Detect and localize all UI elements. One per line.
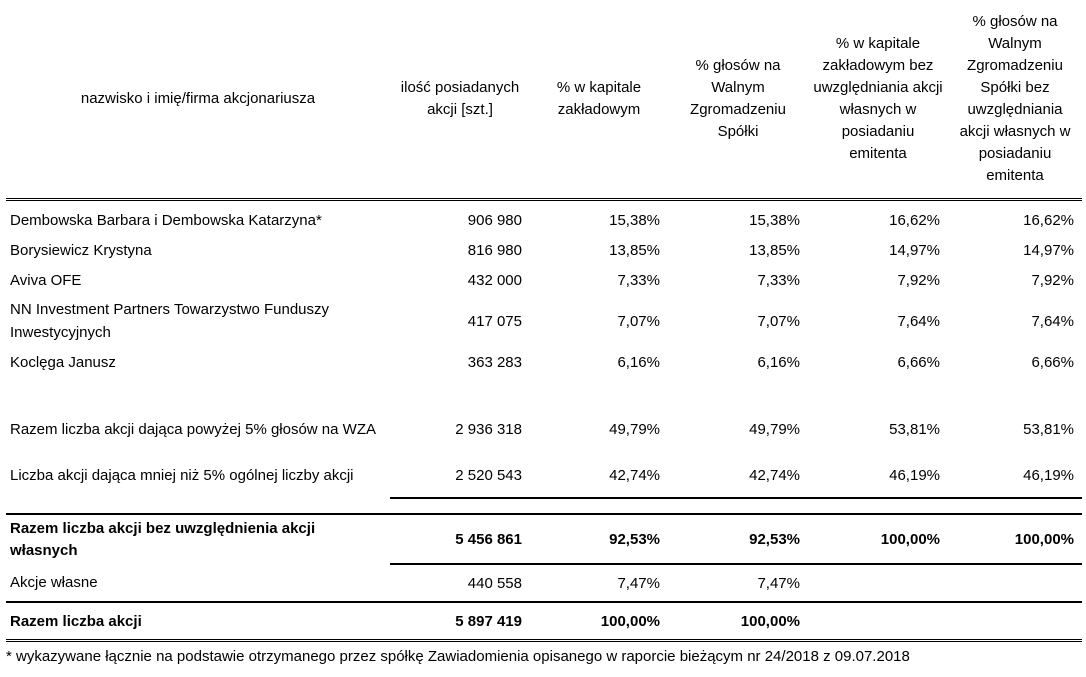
header-shares: ilość posiadanych akcji [szt.]: [400, 79, 520, 118]
row-pct-votes: 42,74%: [668, 453, 808, 498]
shareholder-pct-votes: 13,85%: [749, 241, 800, 259]
row-label: Razem liczba akcji bez uwzględnienia akcji własnych: [6, 514, 390, 564]
below-5-percent-row: [6, 453, 1082, 498]
header-pct-capital-excl: % w kapitale zakładowym bez uwzględniania akcji własnych w posiadaniu emitenta: [813, 35, 943, 162]
shareholder-shares: 816 980: [467, 241, 522, 259]
shareholder-name: Koclęga Janusz: [10, 353, 116, 371]
row-pct-capital: 100,00%: [530, 602, 668, 641]
row-pct-capital: 92,53%: [530, 514, 668, 564]
row-pct-capital-excl: 53,81%: [889, 420, 940, 438]
shareholders-table: [6, 0, 1082, 642]
table-header-row: [6, 0, 1082, 200]
row-pct-capital-excl: 100,00%: [808, 514, 948, 564]
shareholder-pct-capital: 7,33%: [617, 271, 660, 289]
shareholder-pct-votes: 6,16%: [757, 353, 800, 371]
shareholder-pct-votes: 7,07%: [757, 312, 800, 330]
shareholder-shares: 363 283: [467, 353, 522, 371]
row-pct-votes: 49,79%: [749, 420, 800, 438]
row-pct-votes-excl: 53,81%: [1023, 420, 1074, 438]
table-row: [6, 235, 1082, 265]
header-name: nazwisko i imię/firma akcjonariusza: [80, 90, 316, 107]
row-pct-votes: 92,53%: [668, 514, 808, 564]
shareholder-pct-votes-excl: 7,92%: [1031, 271, 1074, 289]
row-label: Akcje własne: [10, 574, 98, 591]
row-pct-capital-excl: 46,19%: [808, 453, 948, 498]
shareholder-pct-capital: 13,85%: [609, 241, 660, 259]
row-pct-votes-excl: 100,00%: [948, 514, 1082, 564]
shareholder-pct-capital-excl: 7,92%: [897, 271, 940, 289]
row-label: Razem liczba akcji dająca powyżej 5% głosów na WZA: [10, 420, 376, 438]
table-row: [6, 347, 1082, 377]
footnote: * wykazywane łącznie na podstawie otrzymanego przez spółkę Zawiadomienia opisanego w raporcie bieżącym nr 24/2018 z 09.07.2018: [6, 648, 910, 665]
spacer-row: [6, 377, 1082, 401]
shareholder-pct-capital-excl: 7,64%: [897, 312, 940, 330]
row-pct-votes: 7,47%: [757, 574, 800, 592]
row-shares: 440 558: [467, 574, 522, 592]
shareholder-pct-votes: 15,38%: [749, 211, 800, 229]
shareholder-pct-capital-excl: 14,97%: [889, 241, 940, 259]
shareholder-shares: 432 000: [467, 271, 522, 289]
header-pct-capital: % w kapitale zakładowym: [556, 79, 642, 118]
shareholder-pct-capital: 6,16%: [617, 353, 660, 371]
shareholder-pct-votes-excl: 6,66%: [1031, 353, 1074, 371]
row-shares: 5 897 419: [390, 602, 530, 641]
table-row: [6, 295, 1082, 347]
row-shares: 2 936 318: [455, 420, 522, 438]
row-label: Razem liczba akcji: [6, 602, 390, 641]
shareholder-name: Aviva OFE: [10, 271, 82, 289]
row-shares: 2 520 543: [390, 453, 530, 498]
row-pct-votes-excl: 46,19%: [948, 453, 1082, 498]
row-shares: 5 456 861: [390, 514, 530, 564]
shareholder-pct-votes-excl: 14,97%: [1023, 241, 1074, 259]
above-5-percent-row: [6, 401, 1082, 453]
shareholder-pct-capital-excl: 16,62%: [889, 211, 940, 229]
row-pct-votes: 100,00%: [668, 602, 808, 641]
shareholder-shares: 417 075: [467, 312, 522, 330]
own-shares-row: [6, 564, 1082, 602]
shareholder-pct-capital: 15,38%: [609, 211, 660, 229]
row-pct-capital: 42,74%: [530, 453, 668, 498]
header-pct-votes: % głosów na Walnym Zgromadzeniu Spółki: [690, 57, 786, 140]
header-pct-votes-excl: % głosów na Walnym Zgromadzeniu Spółki bez uwzględniania akcji własnych w posiadaniu emitenta: [959, 13, 1071, 184]
shareholder-pct-votes-excl: 7,64%: [1031, 312, 1074, 330]
shareholder-pct-votes-excl: 16,62%: [1023, 211, 1074, 229]
shareholder-name: NN Investment Partners Towarzystwo Funduszy Inwestycyjnych: [10, 301, 330, 341]
table-row: [6, 200, 1082, 236]
total-excl-own-row: [6, 514, 1082, 564]
shareholder-name: Dembowska Barbara i Dembowska Katarzyna*: [10, 211, 322, 229]
table-row: [6, 265, 1082, 295]
row-pct-capital: 49,79%: [609, 420, 660, 438]
spacer-row: [6, 498, 1082, 514]
shareholder-pct-votes: 7,33%: [757, 271, 800, 289]
row-pct-capital: 7,47%: [617, 574, 660, 592]
row-label: Liczba akcji dająca mniej niż 5% ogólnej liczby akcji: [10, 467, 354, 484]
shareholder-pct-capital: 7,07%: [617, 312, 660, 330]
shareholder-name: Borysiewicz Krystyna: [10, 241, 152, 259]
shareholder-pct-capital-excl: 6,66%: [897, 353, 940, 371]
shareholder-shares: 906 980: [467, 211, 522, 229]
total-row: [6, 602, 1082, 641]
